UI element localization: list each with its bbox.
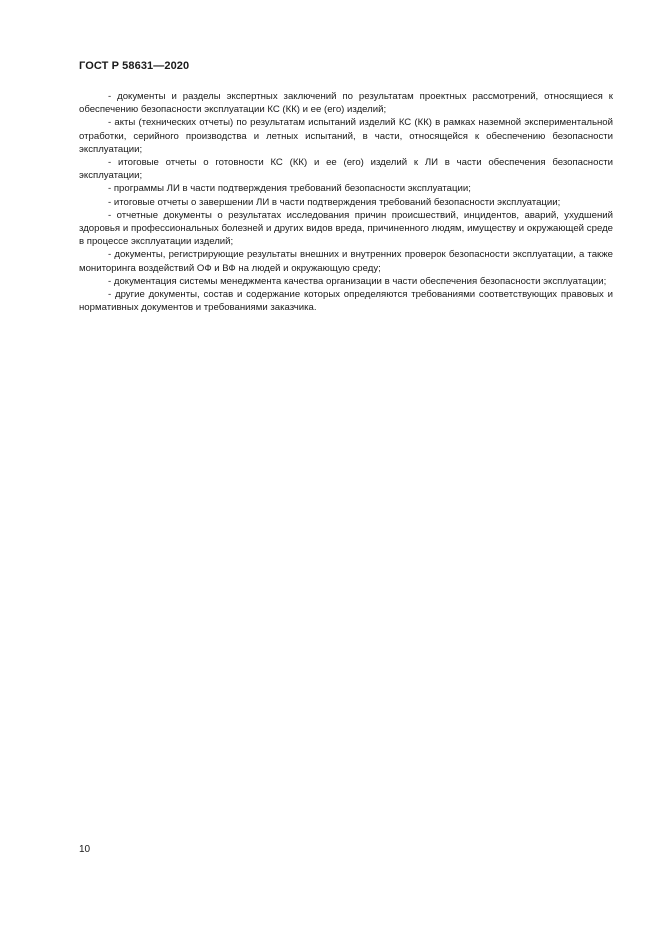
list-item: - документы, регистрирующие результаты внешних и внутренних проверок безопасности эксплуатации, а также мониторинга воздействий ОФ и ВФ на людей и окружающую среду; <box>79 249 613 274</box>
list-item: - отчетные документы о результатах исследования причин происшествий, инцидентов, аварий, ухудшений здоровья и профессиональных болезней и других видов вреда, причиненного людям, имуществу и окружающей среде в процессе эксплуатации изделий; <box>79 209 613 248</box>
list-item: - программы ЛИ в части подтверждения требований безопасности эксплуатации; <box>108 183 471 195</box>
page-number: 10 <box>79 844 91 855</box>
document-body <box>79 90 613 314</box>
list-item: - документы и разделы экспертных заключений по результатам проектных рассмотрений, относящиеся к обеспечению безопасности эксплуатации КС (КК) и ее (его) изделий; <box>79 91 613 116</box>
list-item: - акты (технических отчеты) по результатам испытаний изделий КС (КК) в рамках наземной экспериментальной отработки, серийного производства и летных испытаний, в части, относящейся к обеспечению безопасности эксплуатации; <box>79 117 613 155</box>
list-item: - итоговые отчеты о завершении ЛИ в части подтверждения требований безопасности эксплуатации; <box>108 196 561 208</box>
document-header-id: ГОСТ Р 58631—2020 <box>79 60 190 72</box>
list-item: - другие документы, состав и содержание которых определяются требованиями соответствующих правовых и нормативных документов и требованиями заказчика. <box>79 289 613 314</box>
list-item: - документация системы менеджмента качества организации в части обеспечения безопасности эксплуатации; <box>108 275 607 287</box>
list-item: - итоговые отчеты о готовности КС (КК) и ее (его) изделий к ЛИ в части обеспечения безопасности эксплуатации; <box>79 157 613 182</box>
